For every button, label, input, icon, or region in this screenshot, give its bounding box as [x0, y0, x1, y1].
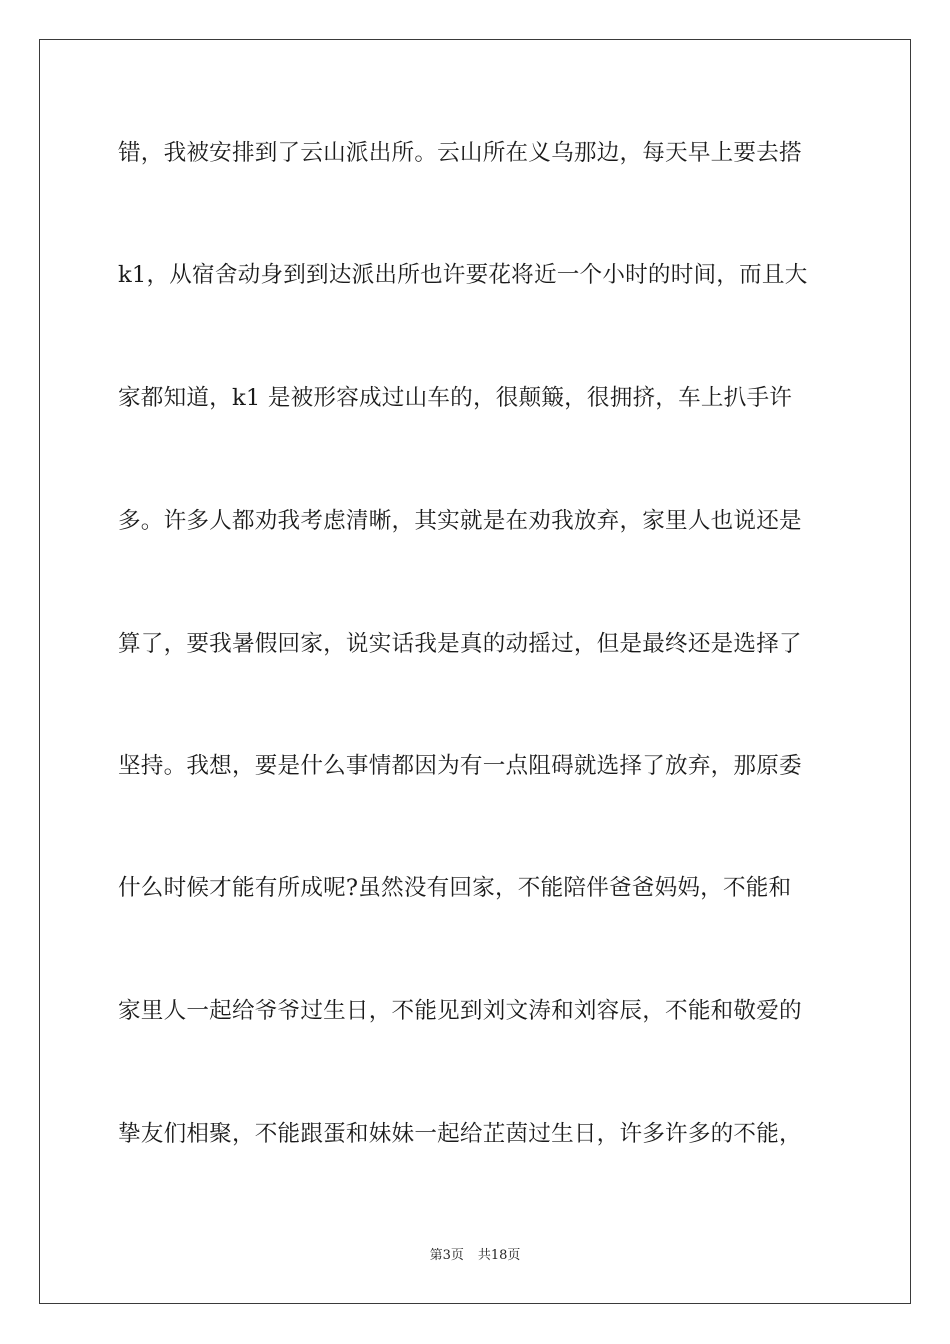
text-line: 挚友们相聚，不能跟蛋和妹妹一起给芷茵过生日，许多许多的不能， [118, 1121, 802, 1147]
text-line: 多。许多人都劝我考虑清晰，其实就是在劝我放弃，家里人也说还是 [118, 508, 802, 534]
page-number: 第3页 [429, 1248, 464, 1263]
page-border [39, 39, 911, 1304]
page-total: 共18页 [477, 1248, 521, 1263]
text-line: 家里人一起给爷爷过生日，不能见到刘文涛和刘容辰，不能和敬爱的 [118, 998, 802, 1024]
text-line: 错，我被安排到了云山派出所。云山所在义乌那边，每天早上要去搭 [118, 140, 802, 166]
text-line: 算了，要我暑假回家，说实话我是真的动摇过，但是最终还是选择了 [118, 631, 802, 657]
text-line: 家都知道，k1 是被形容成过山车的，很颠簸，很拥挤，车上扒手许 [118, 385, 793, 411]
text-line: 坚持。我想，要是什么事情都因为有一点阻碍就选择了放弃，那原委 [118, 753, 802, 779]
page-footer [0, 1247, 950, 1265]
text-line: k1，从宿舍动身到到达派出所也许要花将近一个小时的时间，而且大 [118, 262, 808, 288]
text-line: 什么时候才能有所成呢?虽然没有回家，不能陪伴爸爸妈妈，不能和 [118, 875, 792, 901]
